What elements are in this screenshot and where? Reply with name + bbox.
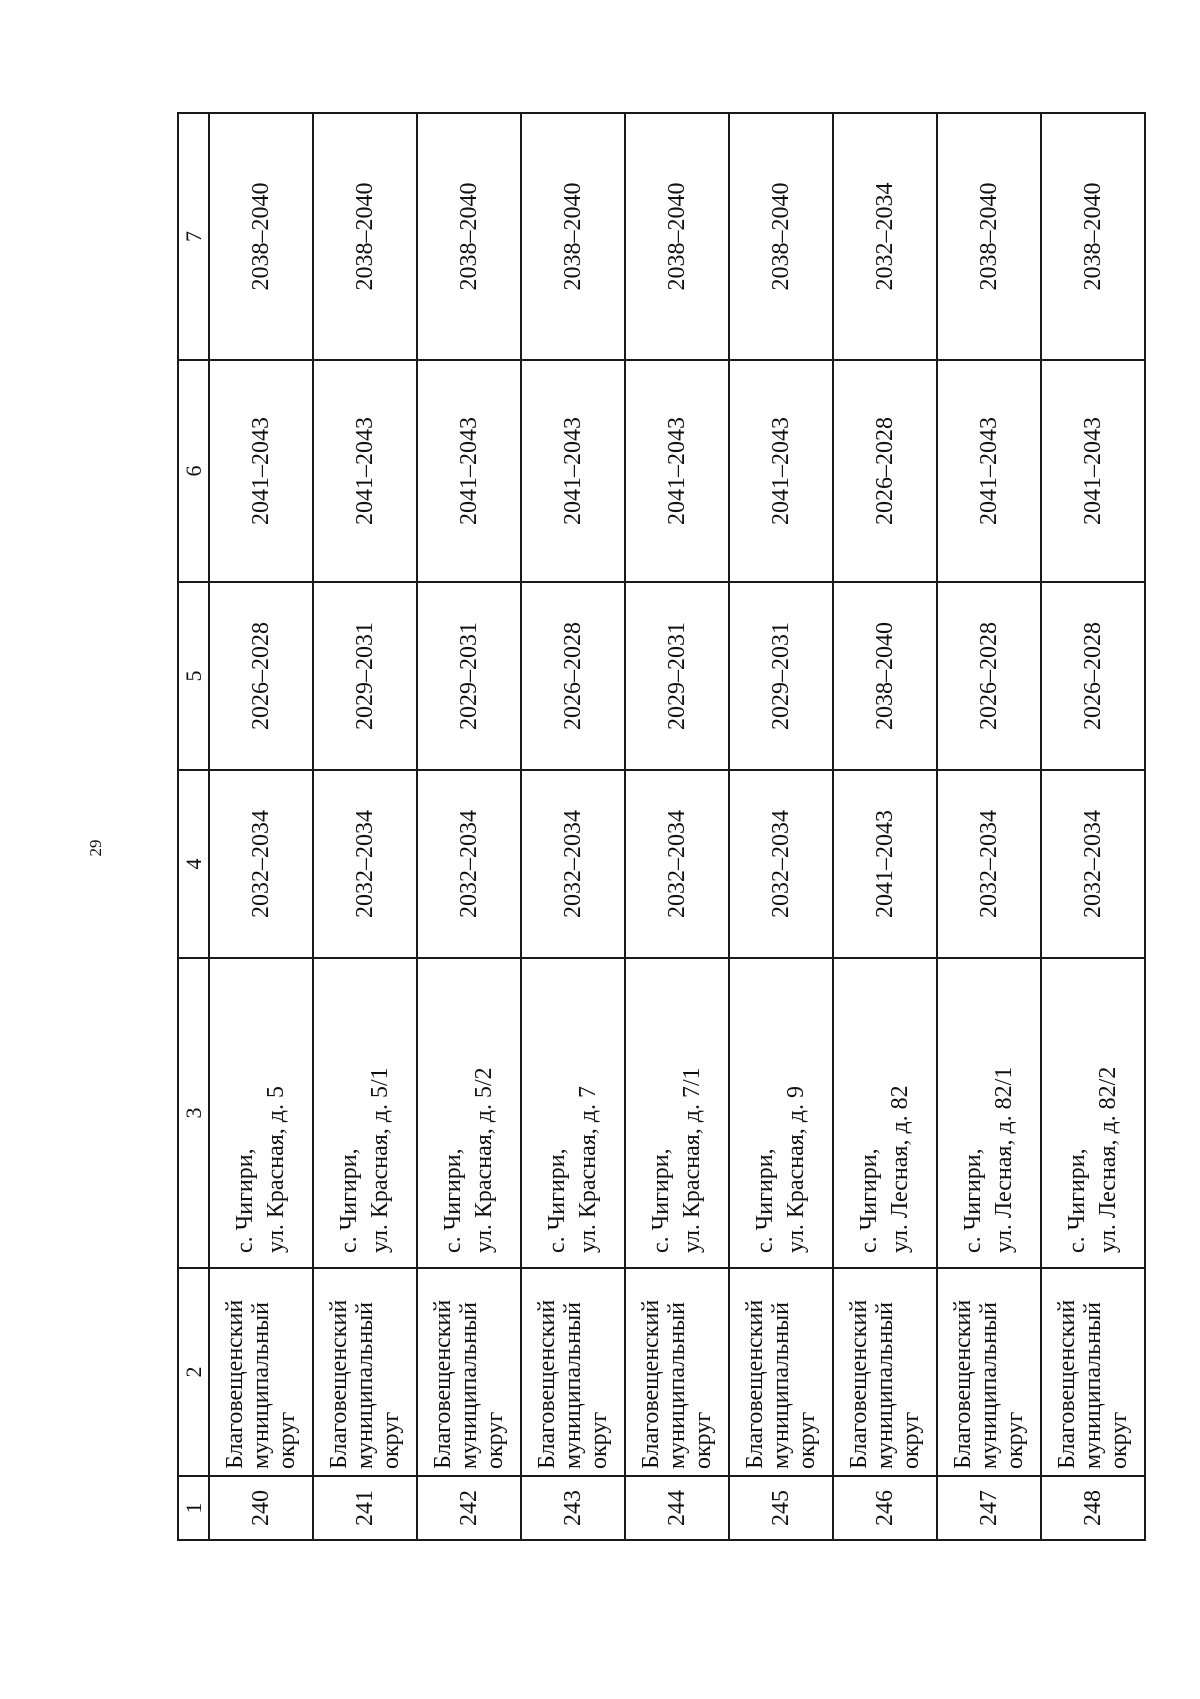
period-col-6: 2041–2043 [521, 360, 625, 582]
district-line: округ [378, 1411, 404, 1469]
address-line: ул. Красная, д. 5/1 [367, 1067, 393, 1253]
district-line: муниципальный [976, 1301, 1002, 1469]
period-col-6: 2041–2043 [417, 360, 521, 582]
period-col-4: 2041–2043 [833, 770, 937, 958]
period-col-4: 2032–2034 [729, 770, 833, 958]
district-line: Благовещенский [534, 1299, 560, 1469]
address-line: с. Чигири, [232, 1148, 258, 1253]
period-col-5: 2038–2040 [833, 582, 937, 770]
row-number: 242 [417, 1476, 521, 1540]
period-col-5: 2026–2028 [937, 582, 1041, 770]
table-row [1041, 113, 1145, 1540]
period-col-5: 2029–2031 [313, 582, 417, 770]
district-line: Благовещенский [846, 1299, 872, 1469]
district-line: Благовещенский [950, 1299, 976, 1469]
address-line: с. Чигири, [544, 1148, 570, 1253]
header-row [178, 113, 209, 1540]
district-cell [937, 1268, 1041, 1476]
address-cell [833, 958, 937, 1268]
address-line: с. Чигири, [440, 1148, 466, 1253]
address-line: ул. Лесная, д. 82/2 [1095, 1066, 1121, 1253]
column-header: 1 [178, 1476, 209, 1540]
address-cell [209, 958, 313, 1268]
table-row [937, 113, 1041, 1540]
table-row [833, 113, 937, 1540]
period-col-4: 2032–2034 [1041, 770, 1145, 958]
district-line: Благовещенский [638, 1299, 664, 1469]
row-number: 240 [209, 1476, 313, 1540]
address-cell [625, 958, 729, 1268]
period-col-6: 2041–2043 [625, 360, 729, 582]
column-header: 2 [178, 1268, 209, 1476]
address-cell [417, 958, 521, 1268]
address-line: ул. Лесная, д. 82/1 [991, 1066, 1017, 1253]
column-header: 6 [178, 360, 209, 582]
district-line: муниципальный [664, 1301, 690, 1469]
district-line: муниципальный [1080, 1301, 1106, 1469]
address-cell [937, 958, 1041, 1268]
address-line: ул. Красная, д. 9 [783, 1086, 809, 1253]
district-line: муниципальный [352, 1301, 378, 1469]
period-col-4: 2032–2034 [209, 770, 313, 958]
period-col-7: 2038–2040 [209, 113, 313, 360]
period-col-6: 2041–2043 [729, 360, 833, 582]
district-cell [833, 1268, 937, 1476]
address-line: ул. Красная, д. 7 [575, 1086, 601, 1253]
row-number: 241 [313, 1476, 417, 1540]
district-cell [625, 1268, 729, 1476]
district-cell [1041, 1268, 1145, 1476]
table-row [521, 113, 625, 1540]
address-line: с. Чигири, [1064, 1148, 1090, 1253]
district-line: Благовещенский [222, 1299, 248, 1469]
column-header: 5 [178, 582, 209, 770]
column-header: 7 [178, 113, 209, 360]
schedule-table [177, 112, 1146, 1541]
district-line: муниципальный [248, 1301, 274, 1469]
table-row [729, 113, 833, 1540]
district-line: муниципальный [456, 1301, 482, 1469]
row-number: 246 [833, 1476, 937, 1540]
address-line: с. Чигири, [856, 1148, 882, 1253]
period-col-7: 2038–2040 [937, 113, 1041, 360]
table-row [417, 113, 521, 1540]
period-col-4: 2032–2034 [521, 770, 625, 958]
district-line: округ [1002, 1411, 1028, 1469]
district-cell [209, 1268, 313, 1476]
address-cell [313, 958, 417, 1268]
district-line: округ [586, 1411, 612, 1469]
period-col-6: 2041–2043 [937, 360, 1041, 582]
district-cell [417, 1268, 521, 1476]
address-cell [729, 958, 833, 1268]
district-line: муниципальный [560, 1301, 586, 1469]
district-line: округ [898, 1411, 924, 1469]
period-col-6: 2026–2028 [833, 360, 937, 582]
period-col-7: 2032–2034 [833, 113, 937, 360]
period-col-5: 2026–2028 [521, 582, 625, 770]
period-col-5: 2029–2031 [625, 582, 729, 770]
period-col-5: 2026–2028 [1041, 582, 1145, 770]
district-line: муниципальный [872, 1301, 898, 1469]
address-line: с. Чигири, [752, 1148, 778, 1253]
address-line: с. Чигири, [648, 1148, 674, 1253]
table-row [313, 113, 417, 1540]
address-line: с. Чигири, [960, 1148, 986, 1253]
period-col-7: 2038–2040 [1041, 113, 1145, 360]
table-container [177, 114, 1140, 1541]
table-row [625, 113, 729, 1540]
row-number: 247 [937, 1476, 1041, 1540]
district-line: округ [690, 1411, 716, 1469]
period-col-6: 2041–2043 [1041, 360, 1145, 582]
district-line: Благовещенский [742, 1299, 768, 1469]
row-number: 243 [521, 1476, 625, 1540]
period-col-4: 2032–2034 [937, 770, 1041, 958]
row-number: 244 [625, 1476, 729, 1540]
period-col-7: 2038–2040 [417, 113, 521, 360]
address-line: ул. Лесная, д. 82 [887, 1085, 913, 1253]
table-row [209, 113, 313, 1540]
period-col-4: 2032–2034 [625, 770, 729, 958]
district-cell [313, 1268, 417, 1476]
district-cell [729, 1268, 833, 1476]
column-header: 4 [178, 770, 209, 958]
district-line: округ [482, 1411, 508, 1469]
period-col-5: 2026–2028 [209, 582, 313, 770]
period-col-4: 2032–2034 [417, 770, 521, 958]
period-col-7: 2038–2040 [521, 113, 625, 360]
table-body [209, 113, 1145, 1540]
address-line: ул. Красная, д. 7/1 [679, 1067, 705, 1253]
period-col-7: 2038–2040 [729, 113, 833, 360]
period-col-5: 2029–2031 [417, 582, 521, 770]
district-line: округ [1106, 1411, 1132, 1469]
address-line: с. Чигири, [336, 1148, 362, 1253]
district-line: округ [794, 1411, 820, 1469]
district-line: Благовещенский [1054, 1299, 1080, 1469]
address-line: ул. Красная, д. 5 [263, 1086, 289, 1253]
period-col-7: 2038–2040 [313, 113, 417, 360]
period-col-6: 2041–2043 [313, 360, 417, 582]
address-line: ул. Красная, д. 5/2 [471, 1067, 497, 1253]
district-line: Благовещенский [326, 1299, 352, 1469]
district-line: муниципальный [768, 1301, 794, 1469]
period-col-6: 2041–2043 [209, 360, 313, 582]
district-line: округ [274, 1411, 300, 1469]
page-number: 29 [86, 839, 105, 857]
row-number: 245 [729, 1476, 833, 1540]
period-col-5: 2029–2031 [729, 582, 833, 770]
column-header: 3 [178, 958, 209, 1268]
address-cell [521, 958, 625, 1268]
row-number: 248 [1041, 1476, 1145, 1540]
district-cell [521, 1268, 625, 1476]
address-cell [1041, 958, 1145, 1268]
period-col-7: 2038–2040 [625, 113, 729, 360]
period-col-4: 2032–2034 [313, 770, 417, 958]
district-line: Благовещенский [430, 1299, 456, 1469]
